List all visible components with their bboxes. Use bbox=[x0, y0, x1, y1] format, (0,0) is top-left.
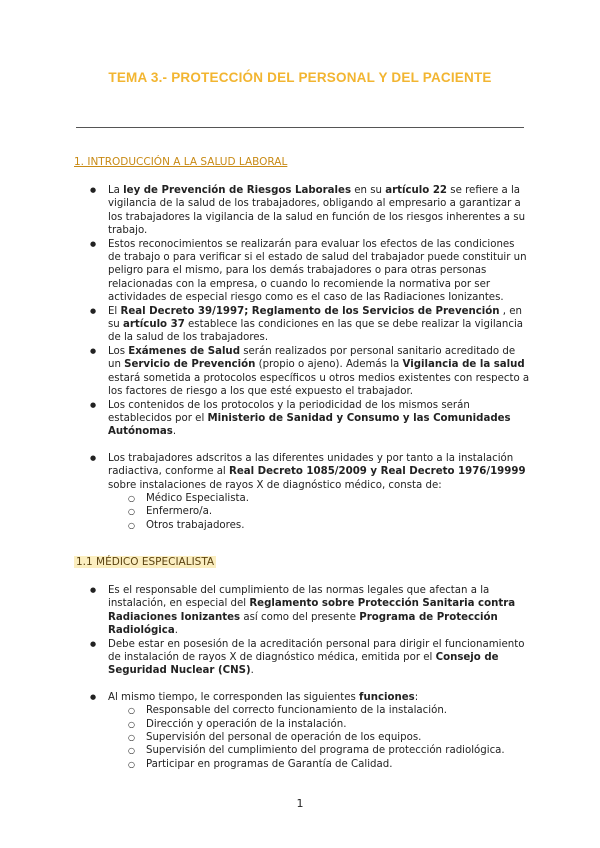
section-heading-introduccion: 1. INTRODUCCIÓN A LA SALUD LABORAL bbox=[74, 156, 288, 168]
list-item: ● Es el responsable del cumplimiento de las normas legales que afectan a la instalación, en especial del Reglamento sobre Protección Sanitaria contra Radiaciones Ionizantes así como del presente Programa de Protección Radiológica. bbox=[90, 584, 530, 638]
sub-list bbox=[108, 492, 530, 532]
sub-list-item: ○ Supervisión del cumplimiento del programa de protección radiológica. bbox=[108, 744, 530, 757]
page-number: 1 bbox=[296, 797, 304, 810]
sub-list-item: ○ Médico Especialista. bbox=[108, 492, 530, 505]
sub-list-item: ○ Responsable del correcto funcionamiento de la instalación. bbox=[108, 704, 530, 717]
list-item: ● El Real Decreto 39/1997; Reglamento de los Servicios de Prevención , en su artículo 37 establece las condiciones en las que se debe realizar la vigilancia de la salud de los trabajadores. bbox=[90, 305, 530, 345]
list-item: ● Estos reconocimientos se realizarán para evaluar los efectos de las condiciones de trabajo o para verificar si el estado de salud del trabajador puede constituir un peligro para el mismo, para los demás trabajadores o para otras personas relacionadas con la empresa, o cuando lo recomiende la normativa por ser actividades de especial riesgo como es el caso de las Radiaciones Ionizantes. bbox=[90, 238, 530, 305]
list-item: ● Al mismo tiempo, le corresponden las siguientes funciones: ○ Responsable del correcto funcionamiento de la instalación. ○ Dirección y operación de la instalación. ○ Supervisión del personal de operación de los equipos. ○ Supervisión del cumplimiento del programa de protección radiológica. ○ Participar en programas de Garantía de Calidad. bbox=[90, 691, 530, 771]
bullet-list-introduccion bbox=[90, 184, 530, 532]
list-item: ● Los trabajadores adscritos a las diferentes unidades y por tanto a la instalación radiactiva, conforme al Real Decreto 1085/2009 y Real Decreto 1976/19999 sobre instalaciones de rayos X de diagnóstico médico, consta de: ○ Médico Especialista. ○ Enfermero/a. ○ Otros trabajadores. bbox=[90, 452, 530, 532]
sub-list-item: ○ Enfermero/a. bbox=[108, 505, 530, 518]
sub-list-item: ○ Dirección y operación de la instalación. bbox=[108, 718, 530, 731]
list-item: ● Los Exámenes de Salud serán realizados por personal sanitario acreditado de un Servicio de Prevención (propio o ajeno). Además la Vigilancia de la salud estará sometida a protocolos específicos u otros medios existentes con respecto a los factores de riesgo a los que esté expuesto el trabajador. bbox=[90, 345, 530, 399]
sub-list-item: ○ Supervisión del personal de operación de los equipos. bbox=[108, 731, 530, 744]
section-heading-medico-especialista: 1.1 MÉDICO ESPECIALISTA bbox=[76, 556, 215, 568]
list-item: ● Los contenidos de los protocolos y la periodicidad de los mismos serán establecidos por el Ministerio de Sanidad y Consumo y las Comunidades Autónomas. bbox=[90, 399, 530, 439]
sub-list-item: ○ Otros trabajadores. bbox=[108, 519, 530, 532]
bullet-list-medico bbox=[90, 584, 530, 771]
page-title: TEMA 3.- PROTECCIÓN DEL PERSONAL Y DEL PACIENTE bbox=[108, 70, 492, 85]
sub-list bbox=[108, 704, 530, 771]
horizontal-divider bbox=[76, 127, 524, 128]
list-item: ● Debe estar en posesión de la acreditación personal para dirigir el funcionamiento de instalación de rayos X de diagnóstico médica, emitida por el Consejo de Seguridad Nuclear (CNS). bbox=[90, 638, 530, 678]
list-item: ● La ley de Prevención de Riesgos Laborales en su artículo 22 se refiere a la vigilancia de la salud de los trabajadores, obligando al empresario a garantizar a los trabajadores la vigilancia de la salud en función de los riesgos inherentes a su trabajo. bbox=[90, 184, 530, 238]
sub-list-item: ○ Participar en programas de Garantía de Calidad. bbox=[108, 758, 530, 771]
